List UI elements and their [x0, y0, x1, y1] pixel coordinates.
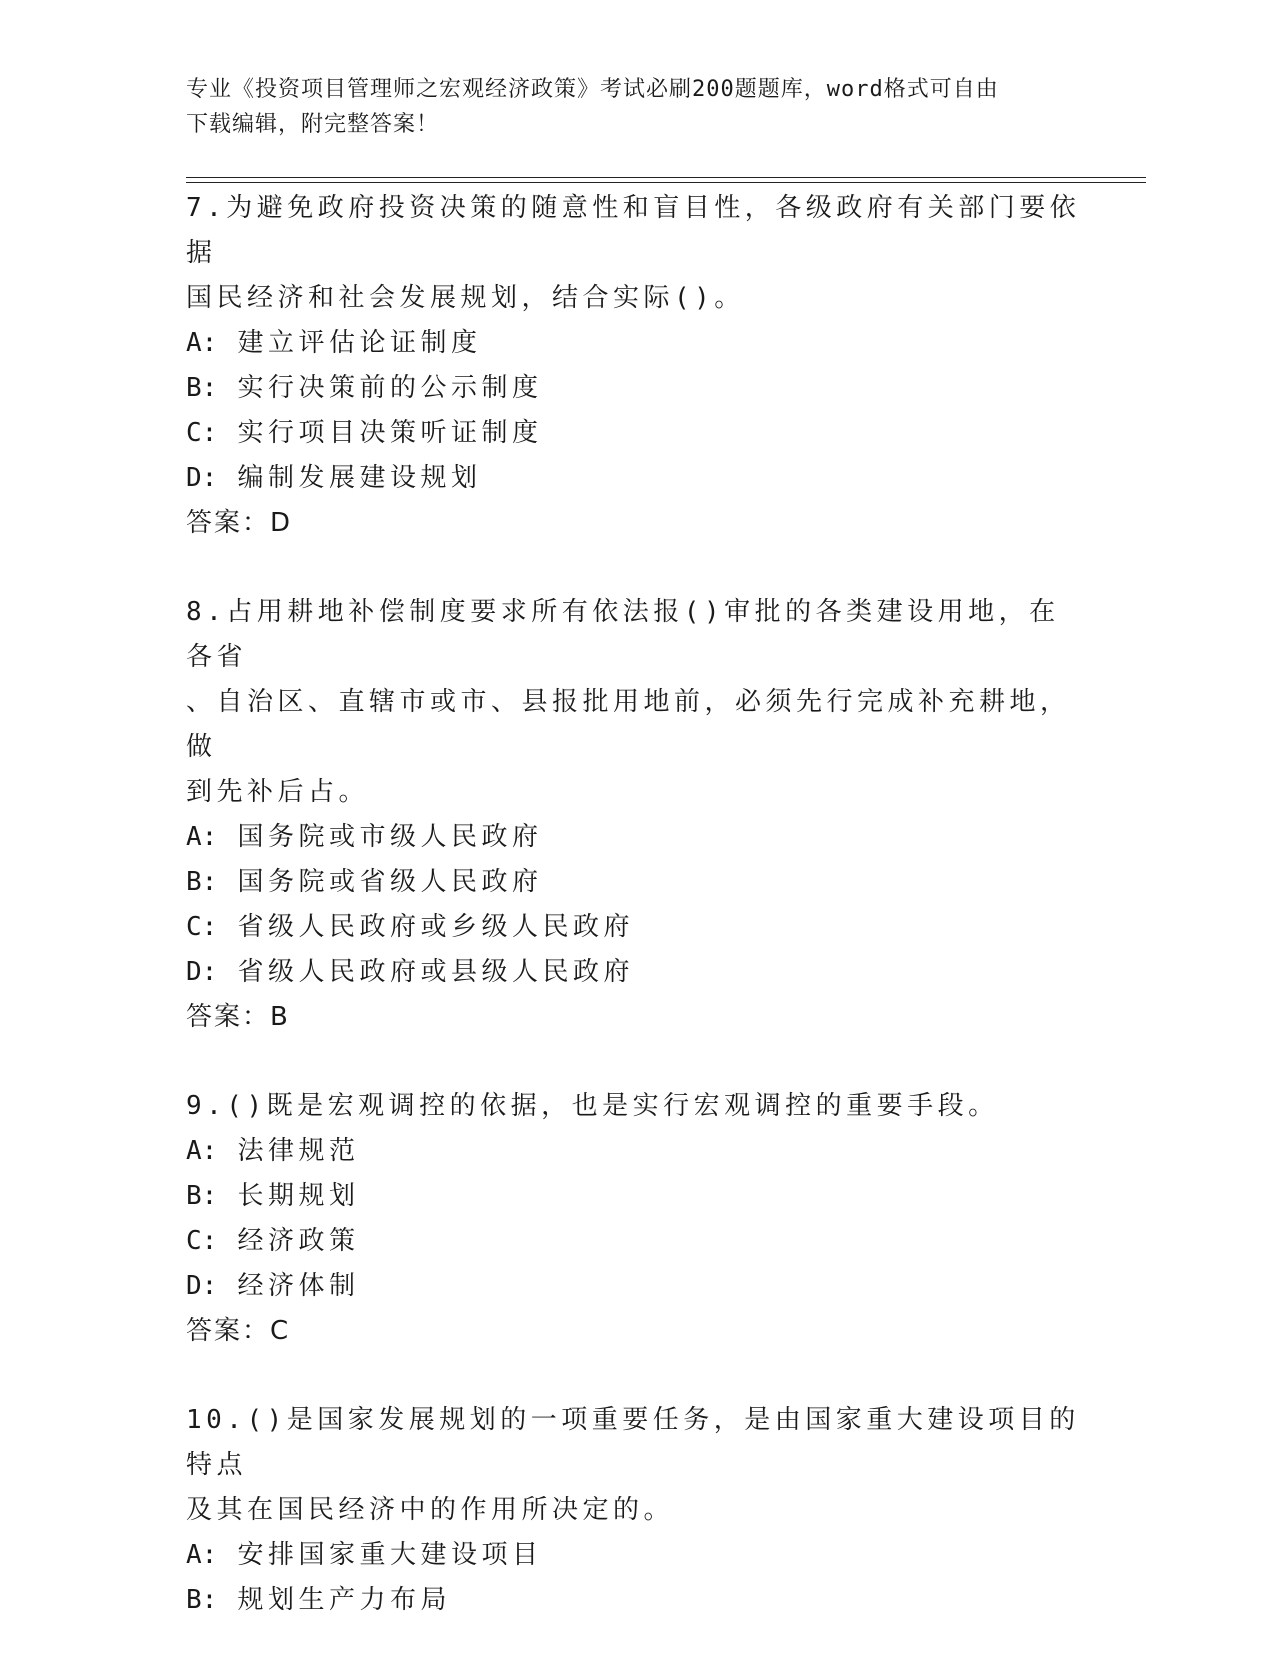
answer-option — [186, 905, 1086, 950]
option-text: 长期规划 — [237, 1181, 360, 1211]
answer-option — [186, 950, 1086, 995]
question-stem-line: 7.为避免政府投资决策的随意性和盲目性，各级政府有关部门要依据 — [186, 193, 1081, 268]
answer-key: 答案：D — [186, 508, 293, 538]
question-stem-line: 8.占用耕地补偿制度要求所有依法报()审批的各类建设用地，在各省 — [186, 597, 1060, 672]
answer-option — [186, 1174, 1086, 1219]
answer-option — [186, 1578, 1086, 1623]
question-stem-line: 到先补后占。 — [186, 777, 370, 807]
option-text: 法律规范 — [237, 1136, 360, 1166]
header-line-1: 专业《投资项目管理师之宏观经济政策》考试必刷200题题库，word格式可自由 — [186, 77, 999, 102]
question-stem-line: 国民经济和社会发展规划，结合实际()。 — [186, 283, 745, 313]
answer-option — [186, 1264, 1086, 1309]
question-stem-line: 9.()既是宏观调控的依据，也是实行宏观调控的重要手段。 — [186, 1091, 999, 1121]
option-letter: D: — [186, 463, 218, 493]
option-letter: D: — [186, 1271, 218, 1301]
question-stem-line: 及其在国民经济中的作用所决定的。 — [186, 1495, 675, 1525]
answer-option — [186, 815, 1086, 860]
answer-option — [186, 860, 1086, 905]
answer-option — [186, 366, 1086, 411]
option-letter: A: — [186, 1136, 218, 1166]
option-letter: B: — [186, 1585, 218, 1615]
answer-key: 答案：C — [186, 1316, 291, 1346]
answer-option — [186, 1219, 1086, 1264]
option-letter: A: — [186, 1540, 218, 1570]
document-header — [186, 72, 1086, 142]
option-text: 经济政策 — [237, 1226, 360, 1256]
option-letter: B: — [186, 1181, 218, 1211]
answer-option — [186, 321, 1086, 366]
question-stem-line: 10.()是国家发展规划的一项重要任务，是由国家重大建设项目的特点 — [186, 1405, 1080, 1480]
option-letter: B: — [186, 373, 218, 403]
option-text: 安排国家重大建设项目 — [237, 1540, 543, 1570]
option-letter: C: — [186, 912, 218, 942]
option-letter: A: — [186, 328, 218, 358]
question-stem-line: 、自治区、直辖市或市、县报批用地前，必须先行完成补充耕地，做 — [186, 687, 1071, 762]
question-block — [186, 590, 1086, 1040]
option-text: 省级人民政府或县级人民政府 — [237, 957, 634, 987]
option-text: 建立评估论证制度 — [237, 328, 482, 358]
option-text: 编制发展建设规划 — [237, 463, 482, 493]
option-text: 实行决策前的公示制度 — [237, 373, 543, 403]
option-letter: A: — [186, 822, 218, 852]
answer-option — [186, 1129, 1086, 1174]
header-divider-bottom — [186, 182, 1146, 183]
option-text: 国务院或市级人民政府 — [237, 822, 543, 852]
question-block — [186, 1398, 1086, 1623]
option-letter: D: — [186, 957, 218, 987]
option-text: 实行项目决策听证制度 — [237, 418, 543, 448]
option-letter: C: — [186, 418, 218, 448]
option-text: 经济体制 — [237, 1271, 360, 1301]
question-block — [186, 186, 1086, 546]
header-divider-top — [186, 177, 1146, 178]
answer-option — [186, 411, 1086, 456]
option-letter: C: — [186, 1226, 218, 1256]
answer-key: 答案：B — [186, 1002, 290, 1032]
header-line-2: 下载编辑，附完整答案！ — [186, 112, 440, 137]
question-block — [186, 1084, 1086, 1354]
option-text: 国务院或省级人民政府 — [237, 867, 543, 897]
option-text: 省级人民政府或乡级人民政府 — [237, 912, 634, 942]
answer-option — [186, 456, 1086, 501]
answer-option — [186, 1533, 1086, 1578]
option-letter: B: — [186, 867, 218, 897]
option-text: 规划生产力布局 — [237, 1585, 451, 1615]
question-list — [186, 186, 1086, 1667]
